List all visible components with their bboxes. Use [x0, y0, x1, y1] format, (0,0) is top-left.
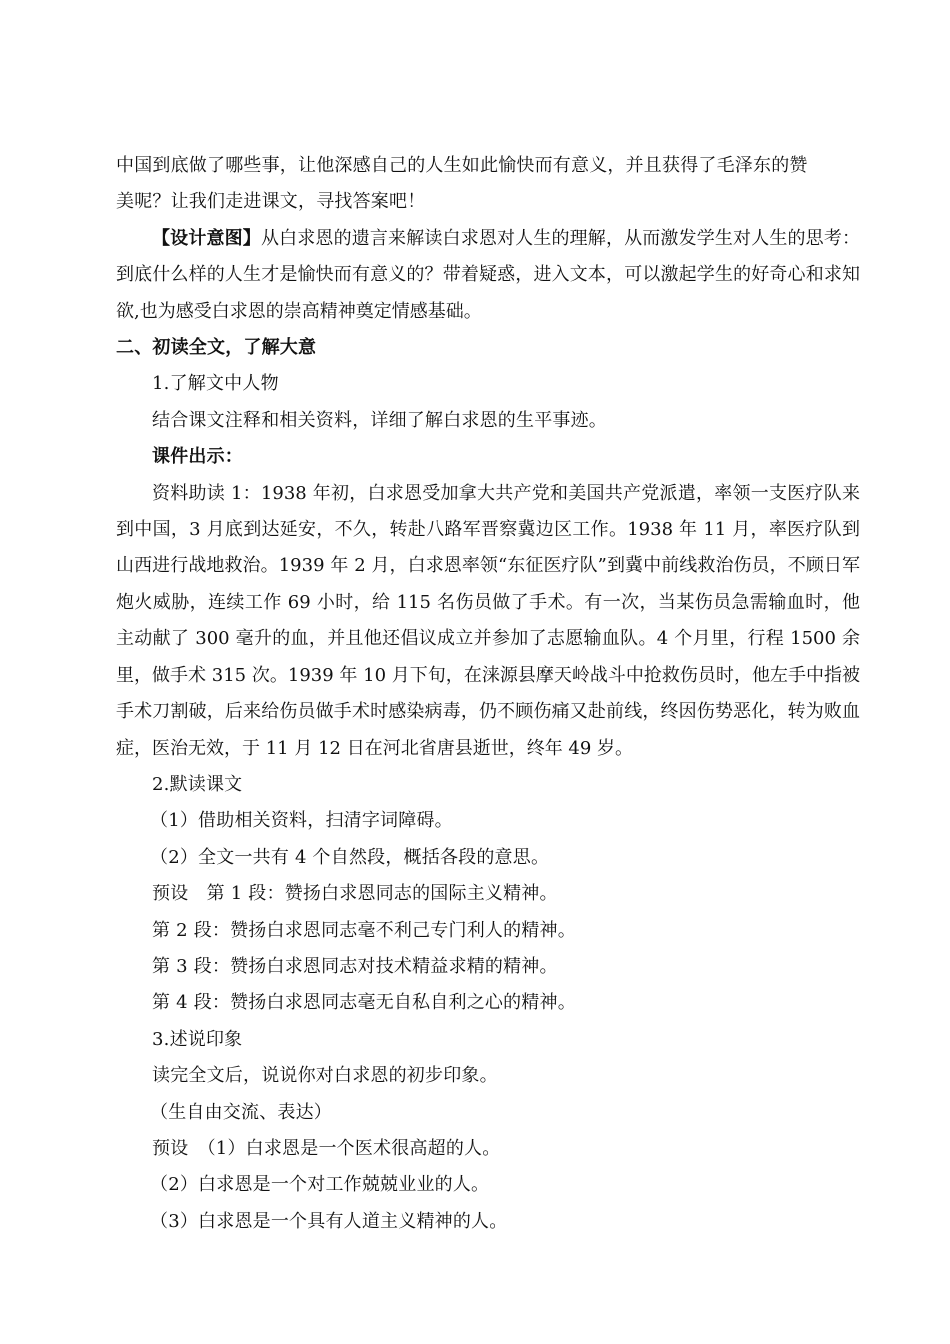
item1-text: 结合课文注释和相关资料，详细了解白求恩的生平事迹。 [152, 409, 607, 431]
item3-text: 读完全文后，说说你对白求恩的初步印象。 [152, 1065, 498, 1087]
preset-para-4: 第 4 段：赞扬白求恩同志毫无自私自利之心的精神。 [152, 992, 576, 1014]
section-heading: 二、初读全文，了解大意 [116, 337, 317, 359]
intro-line-2: 美呢？让我们走进课文，寻找答案吧！ [116, 191, 426, 213]
preset-para-3: 第 3 段：赞扬白求恩同志对技术精益求精的精神。 [152, 955, 558, 977]
intro-line-1: 中国到底做了哪些事，让他深感自己的人生如此愉快而有意义，并且获得了毛泽东的赞 [116, 155, 808, 176]
design-intent-paragraph [116, 221, 860, 330]
material-paragraph: 资料助读 1：1938 年初，白求恩受加拿大共产党和美国共产党派遣，率领一支医疗队来到中国，3 月底到达延安，不久，转赴八路军晋察冀边区工作。1938 年 11 月，率医疗队到山西进行战地救治。1939 年 2 月，白求恩率领“东征医疗队”到冀中前线救治伤员，不顾日军炮火威胁，连续工作 69 小时，给 115 名伤员做了手术。有一次，当某伤员急需输血时，他主动献了 300 毫升的血，并且他还倡议成立并参加了志愿输血队。4 个月里，行程 1500 余里，做手术 315 次。1939 年 10 月下旬，在涞源县摩天岭战斗中抢救伤员时，他左手中指被手术刀割破，后来给伤员做手术时感染病毒，仍不顾伤痛又赴前线，终因伤势恶化，转为败血症，医治无效，于 11 月 12 日在河北省唐县逝世，终年 49 岁。 [116, 482, 860, 759]
item2-sub1: （1）借助相关资料，扫清字词障碍。 [150, 810, 453, 832]
preset-para-2: 第 2 段：赞扬白求恩同志毫不利己专门利人的精神。 [152, 919, 576, 941]
item3-title: 3.述说印象 [152, 1028, 243, 1050]
impression-2: （2）白求恩是一个对工作兢兢业业的人。 [150, 1174, 490, 1196]
preset-para-1: 预设 第 1 段：赞扬白求恩同志的国际主义精神。 [152, 883, 558, 905]
courseware-label: 课件出示： [152, 446, 243, 468]
item3-note: （生自由交流、表达） [150, 1101, 332, 1123]
impression-1: 预设 （1）白求恩是一个医术很高超的人。 [152, 1137, 501, 1159]
item2-sub2: （2）全文一共有 4 个自然段，概括各段的意思。 [150, 846, 550, 868]
document-body [116, 148, 860, 1240]
design-intent-text: 从白求恩的遗言来解读白求恩对人生的理解，从而激发学生对人生的思考：到底什么样的人生才是愉快而有意义的？带着疑惑，进入文本，可以激起学生的好奇心和求知欲,也为感受白求恩的崇高精神奠定情感基础。 [116, 227, 861, 322]
item1-title: 1.了解文中人物 [152, 373, 279, 395]
impression-3: （3）白求恩是一个具有人道主义精神的人。 [150, 1210, 508, 1232]
item2-title: 2.默读课文 [152, 773, 243, 795]
design-intent-label: 【设计意图】 [152, 227, 261, 249]
